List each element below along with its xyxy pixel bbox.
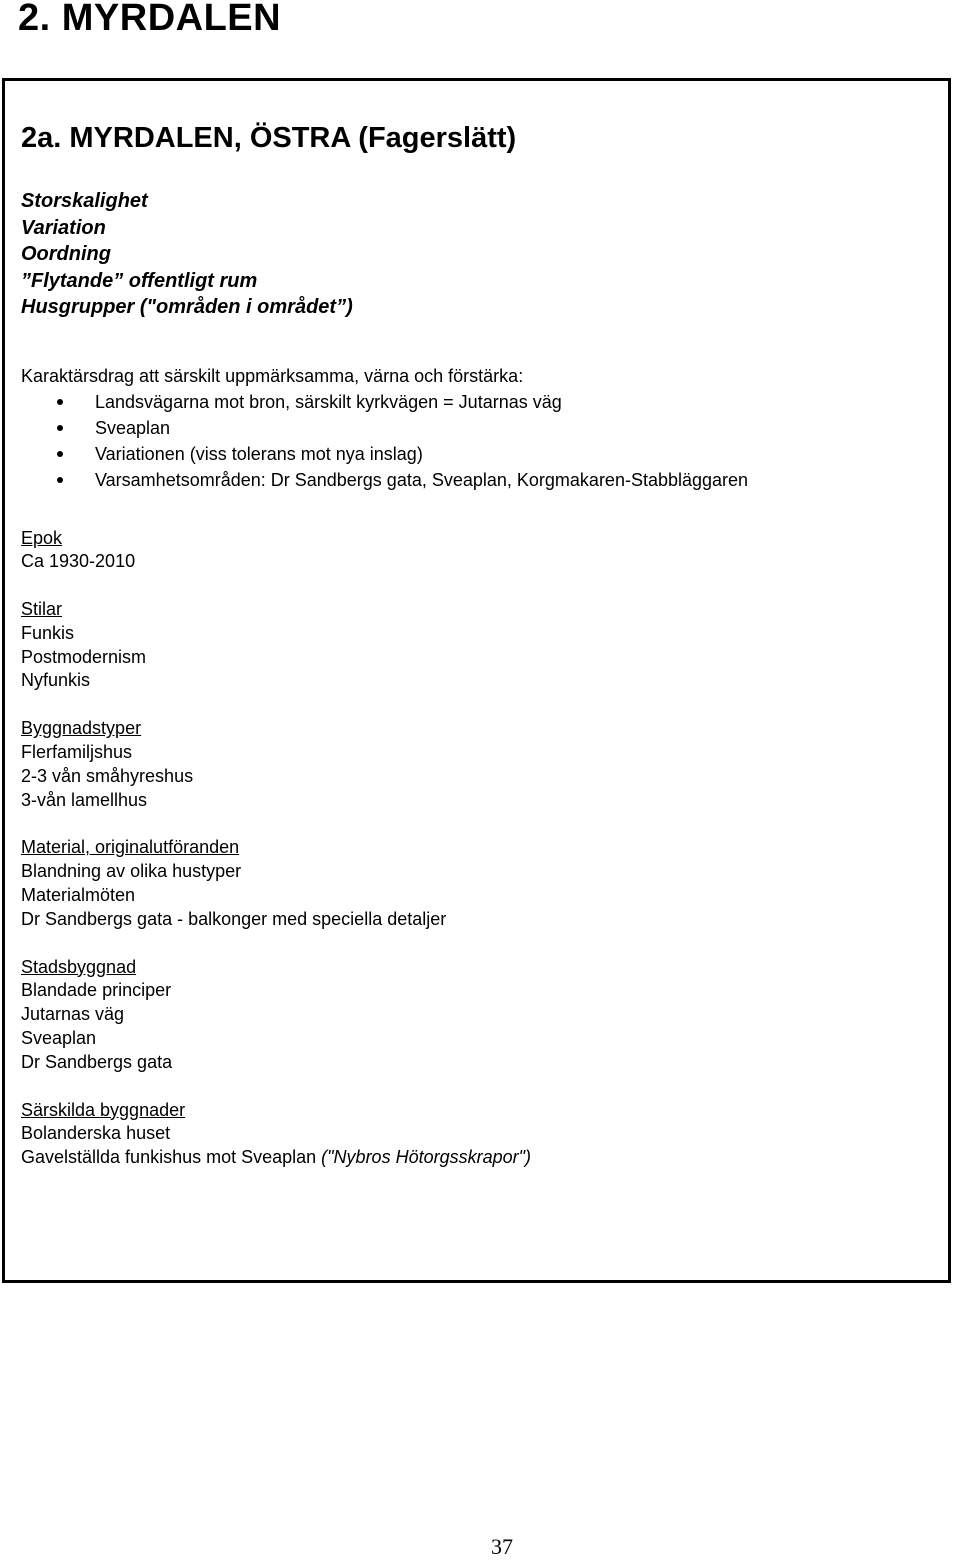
stilar-line: Funkis bbox=[21, 622, 75, 643]
stadsbyggnad-line: Blandade principer bbox=[21, 980, 172, 1001]
epok-line: Ca 1930-2010 bbox=[21, 551, 136, 572]
stadsbyggnad-heading: Stadsbyggnad bbox=[21, 956, 137, 977]
stadsbyggnad-line: Sveaplan bbox=[21, 1028, 97, 1049]
epok-heading: Epok bbox=[21, 527, 63, 548]
stilar-line: Postmodernism bbox=[21, 646, 147, 667]
bullet-icon bbox=[57, 451, 63, 457]
stadsbyggnad-line: Dr Sandbergs gata bbox=[21, 1051, 173, 1072]
sarskilda-last-line bbox=[21, 1146, 941, 1170]
section-content bbox=[21, 118, 941, 1170]
material-line: Blandning av olika hustyper bbox=[21, 861, 242, 882]
traits-intro: Karaktärsdrag att särskilt uppmärksamma, värna och förstärka: bbox=[21, 365, 524, 386]
stadsbyggnad-group bbox=[21, 956, 941, 1075]
page-heading: 2. MYRDALEN bbox=[18, 0, 282, 39]
material-line: Materialmöten bbox=[21, 885, 136, 906]
quality-item: Storskalighet bbox=[21, 190, 148, 212]
sarskilda-line: Bolanderska huset bbox=[21, 1123, 171, 1144]
quality-item: Husgrupper ("områden i området”) bbox=[21, 296, 353, 318]
sarskilda-last-line-text: Gavelställda funkishus mot Sveaplan bbox=[21, 1147, 322, 1168]
material-group bbox=[21, 836, 941, 931]
sarskilda-last-line-nickname: ("Nybros Hötorgsskrapor") bbox=[321, 1147, 532, 1168]
quality-item: ”Flytande” offentligt rum bbox=[21, 269, 258, 292]
trait-item bbox=[21, 415, 941, 441]
material-heading: Material, originalutföranden bbox=[21, 837, 240, 858]
epok-group bbox=[21, 527, 941, 575]
stilar-heading: Stilar bbox=[21, 599, 63, 620]
stadsbyggnad-line: Jutarnas väg bbox=[21, 1004, 125, 1025]
qualities-list bbox=[21, 188, 941, 321]
traits-list bbox=[21, 389, 941, 493]
bullet-icon bbox=[57, 425, 63, 431]
byggnadstyper-line: 2-3 vån småhyreshus bbox=[21, 765, 194, 786]
byggnadstyper-line: 3-vån lamellhus bbox=[21, 789, 148, 810]
bullet-icon bbox=[57, 399, 63, 405]
trait-text: Landsvägarna mot bron, särskilt kyrkvägen = Jutarnas väg bbox=[95, 391, 562, 412]
trait-text: Variationen (viss tolerans mot nya inslag) bbox=[95, 443, 423, 464]
quality-item: Oordning bbox=[21, 243, 111, 265]
section-title: 2a. MYRDALEN, ÖSTRA (Fagerslätt) bbox=[21, 122, 517, 154]
sarskilda-group bbox=[21, 1099, 941, 1170]
stilar-line: Nyfunkis bbox=[21, 670, 91, 691]
sarskilda-heading: Särskilda byggnader bbox=[21, 1099, 186, 1120]
trait-item bbox=[21, 441, 941, 467]
trait-text: Sveaplan bbox=[95, 417, 171, 438]
bullet-icon bbox=[57, 477, 63, 483]
material-line: Dr Sandbergs gata - balkonger med speciella detaljer bbox=[21, 908, 447, 929]
page-number: 37 bbox=[491, 1534, 513, 1559]
byggnadstyper-group bbox=[21, 717, 941, 812]
trait-item bbox=[21, 467, 941, 493]
byggnadstyper-line: Flerfamiljshus bbox=[21, 742, 133, 763]
trait-text: Varsamhetsområden: Dr Sandbergs gata, Sveaplan, Korgmakaren-Stabbläggaren bbox=[95, 469, 749, 490]
byggnadstyper-heading: Byggnadstyper bbox=[21, 718, 142, 739]
quality-item: Variation bbox=[21, 216, 106, 239]
stilar-group bbox=[21, 598, 941, 693]
trait-item bbox=[21, 389, 941, 415]
